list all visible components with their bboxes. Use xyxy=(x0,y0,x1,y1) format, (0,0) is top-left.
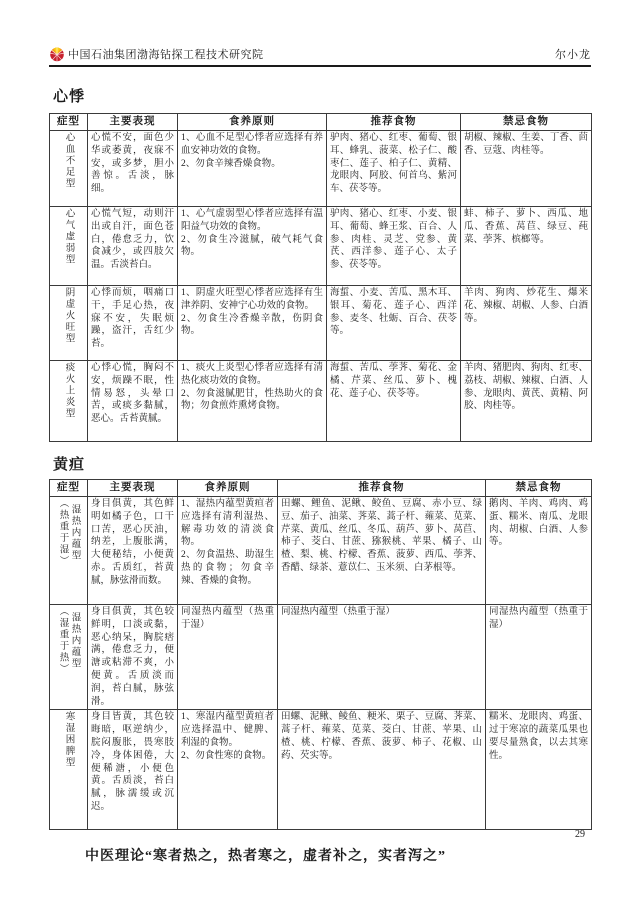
principles-cell: 1、阴虚火旺型心悸者应选择有生津养阴、安神宁心功效的食物。 2、勿食生冷香燥辛散，伤阴食物。 xyxy=(178,286,327,361)
col-header-syndrome: 症型 xyxy=(50,480,88,497)
symptoms-cell: 心悸而烦，咽痛口干，手足心热，夜寐不安，失眠烦躁，盗汗，舌红少苔。 xyxy=(88,286,178,361)
syndrome-type-label: 阴虚火旺型 xyxy=(63,287,74,345)
table-row xyxy=(50,286,592,361)
table-row xyxy=(50,361,592,442)
principles-cell: 1、痰火上炎型心悸者应选择有清热化痰功效的食物。 2、勿食滋腻肥甘，性热助火的食物；勿食煎炸熏烤食物。 xyxy=(178,361,327,442)
col-header-recommended: 推荐食物 xyxy=(327,114,461,131)
forbidden-cell: 糯米、龙眼肉、鸡蛋、过于寒凉的蔬菜瓜果也要尽量熟食，以去其寒性。 xyxy=(486,710,592,830)
symptoms-cell: 心慌气短，动则汗出或自汗，面色苍白，倦怠乏力，饮食减少，或四肢欠温。舌淡苔白。 xyxy=(88,207,178,286)
symptoms-cell: 心悸心慌，胸闷不安，烦躁不眠，性情易怒，头晕口苦，或痰多黏腻，恶心。舌苔黄腻。 xyxy=(88,361,178,442)
recommended-cell: 海蜇、苦瓜、荸荠、菊花、金橘、芹菜、丝瓜、萝卜、槐花、莲子心、茯苓等。 xyxy=(327,361,461,442)
recommended-cell: 田螺、泥鳅、鲮鱼、粳米、栗子、豆腐、荠菜、蒿子杆、蕹菜、苋菜、茭白、甘蔗、苹果、山楂、桃、柠檬、香蕉、菠萝、柿子、花椒、山药、芡实等。 xyxy=(278,710,486,830)
forbidden-cell: 同湿热内蕴型（热重于湿） xyxy=(486,605,592,710)
forbidden-cell: 鹅肉、羊肉、鸡肉、鸡蛋、糯米、南瓜、龙眼肉、胡椒、白酒、人参等。 xyxy=(486,497,592,605)
table-row xyxy=(50,497,592,605)
principles-cell: 1、湿热内蕴型黄疸者应选择有清利湿热、解毒功效的清淡食物。 2、勿食温热、助湿生热的食物；勿食辛辣、香燥的食物。 xyxy=(178,497,278,605)
syndrome-type-label: 湿热内蕴型 （热重于湿） xyxy=(57,498,80,567)
table-row xyxy=(50,605,592,710)
principles-cell: 1、心血不足型心悸者应选择有养血安神功效的食物。 2、勿食辛辣香燥食物。 xyxy=(178,131,327,207)
tcm-theory-quote: 中医理论“寒者热之，热者寒之，虚者补之，实者泻之” xyxy=(85,849,446,865)
section-title-huangdan: 黄疸 xyxy=(53,457,86,473)
section-title-xinji: 心悸 xyxy=(53,89,86,105)
cnpc-logo-icon xyxy=(49,47,65,62)
author-name: 尔小龙 xyxy=(555,49,591,61)
institute-name: 中国石油集团渤海钻探工程技术研究院 xyxy=(68,49,264,61)
syndrome-type-label: 痰火上炎型 xyxy=(63,362,74,420)
col-header-symptoms: 主要表现 xyxy=(88,480,178,497)
col-header-forbidden: 禁忌食物 xyxy=(461,114,592,131)
symptoms-cell: 身目俱黄，其色鲜明如橘子色，口干口苦，恶心厌油，纳差，上腹胀满，大便秘结，小便黄赤。舌质红，苔黄腻，脉弦滑而数。 xyxy=(88,497,178,605)
document-header xyxy=(49,46,591,67)
principles-cell: 同湿热内蕴型（热重于湿） xyxy=(178,605,278,710)
xinji-table xyxy=(49,113,592,442)
syndrome-type-label: 湿热内蕴型 （湿重于热） xyxy=(57,606,80,675)
syndrome-type-label: 心气虚弱型 xyxy=(63,208,74,266)
col-header-syndrome: 症型 xyxy=(50,114,88,131)
table-row xyxy=(50,710,592,830)
forbidden-cell: 羊肉、狗肉、炒花生、爆米花、辣椒、胡椒、人参、白酒等。 xyxy=(461,286,592,361)
symptoms-cell: 身目俱黄，其色较鲜明，口淡或黏，恶心纳呆，胸脘痞满，倦怠乏力，便溏或粘滞不爽，小便黄。舌质淡而润，苔白腻，脉弦滑。 xyxy=(88,605,178,710)
syndrome-type-label: 寒湿困脾型 xyxy=(63,711,74,769)
recommended-cell: 驴肉、猪心、红枣、葡萄、银耳、蜂乳、菠菜、松子仁、酸枣仁、莲子、柏子仁、黄精、龙眼肉、阿胶、何首乌、紫河车、茯苓等。 xyxy=(327,131,461,207)
page-number: 29 xyxy=(575,829,585,840)
col-header-forbidden: 禁忌食物 xyxy=(486,480,592,497)
table-header-row xyxy=(50,480,592,497)
recommended-cell: 同湿热内蕴型（热重于湿） xyxy=(278,605,486,710)
col-header-recommended: 推荐食物 xyxy=(278,480,486,497)
col-header-principles: 食养原则 xyxy=(178,480,278,497)
table-row xyxy=(50,131,592,207)
symptoms-cell: 身目皆黄，其色较晦暗，呕逆纳少，脘闷腹胀，畏寒肢冷，身体困倦，大便稀溏，小便色黄。舌质淡，苔白腻，脉濡缓或沉迟。 xyxy=(88,710,178,830)
forbidden-cell: 蚌、柿子、萝卜、西瓜、地瓜、香蕉、莴苣、绿豆、莼菜、荸荠、槟榔等。 xyxy=(461,207,592,286)
col-header-symptoms: 主要表现 xyxy=(88,114,178,131)
syndrome-type-label: 心血不足型 xyxy=(63,132,74,190)
recommended-cell: 田螺、鲤鱼、泥鳅、鲛鱼、豆腐、赤小豆、绿豆、茄子、油菜、荠菜、蒿子杆、蕹菜、苋菜、芹菜、黄瓜、丝瓜、冬瓜、葫芦、萝卜、莴苣、柿子、茭白、甘蔗、猕猴桃、苹果、橘子、山楂、梨、桃、柠檬、香蕉、菠萝、西瓜、荸荠、香醋、绿茶、薏苡仁、玉米须、白茅根等。 xyxy=(278,497,486,605)
huangdan-table xyxy=(49,479,592,830)
table-row xyxy=(50,207,592,286)
forbidden-cell: 羊肉、猪肥肉、狗肉、红枣、荔枝、胡椒、辣椒、白酒、人参、龙眼肉、黄芪、黄精、阿胶、肉桂等。 xyxy=(461,361,592,442)
recommended-cell: 驴肉、猪心、红枣、小麦、银耳、葡萄、蜂王浆、百合、人参、肉桂、灵芝、党参、黄芪、西洋参、莲子心、太子参、茯苓等。 xyxy=(327,207,461,286)
recommended-cell: 海蜇、小麦、苦瓜、黑木耳、银耳、菊花、莲子心、西洋参、麦冬、牡蛎、百合、茯苓等。 xyxy=(327,286,461,361)
symptoms-cell: 心慌不安，面色少华或萎黄，夜寐不安，或多梦，胆小善惊。舌淡，脉细。 xyxy=(88,131,178,207)
principles-cell: 1、寒湿内蕴型黄疸者应选择温中、健脾、利湿的食物。 2、勿食性寒的食物。 xyxy=(178,710,278,830)
col-header-principles: 食养原则 xyxy=(178,114,327,131)
table-header-row xyxy=(50,114,592,131)
principles-cell: 1、心气虚弱型心悸者应选择有温阳益气功效的食物。 2、勿食生冷滋腻，破气耗气食物。 xyxy=(178,207,327,286)
forbidden-cell: 胡椒、辣椒、生姜、丁香、茴香、豆蔻、肉桂等。 xyxy=(461,131,592,207)
